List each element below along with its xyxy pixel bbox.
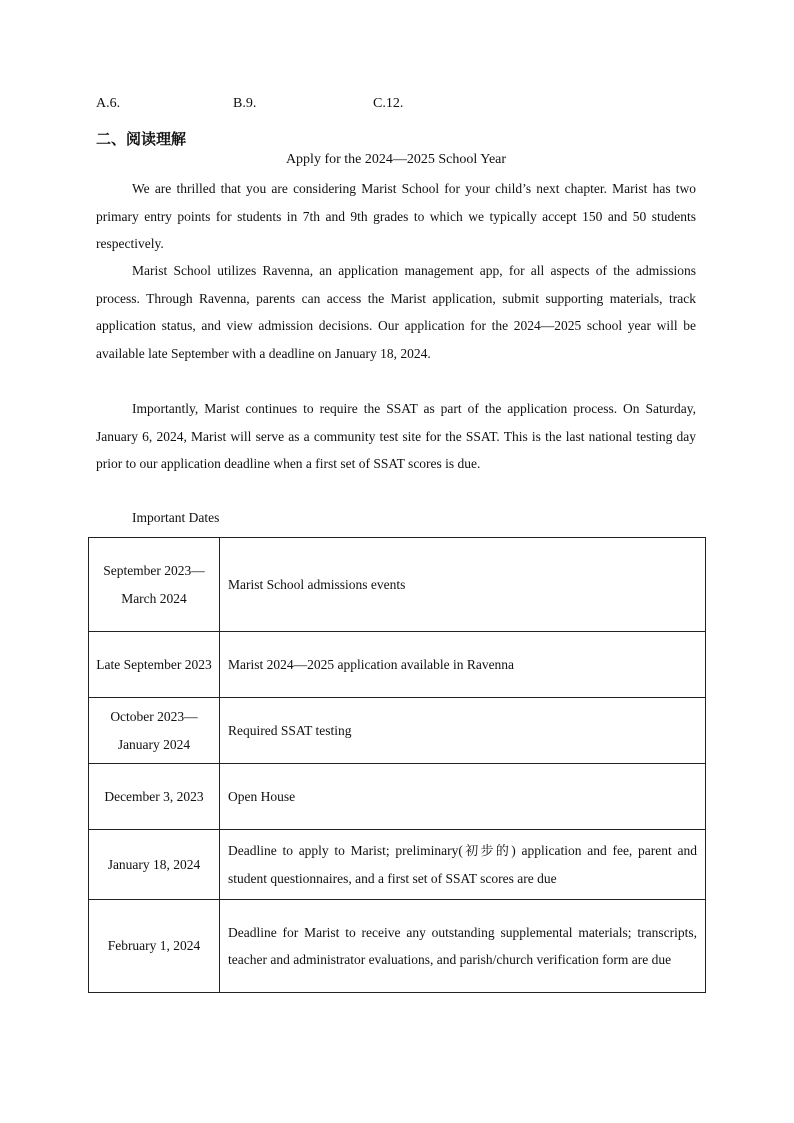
- date-cell: January 18, 2024: [89, 830, 220, 900]
- section-heading: 二、阅读理解: [96, 130, 187, 148]
- date-cell: Late September 2023: [89, 632, 220, 698]
- table-row: [89, 632, 706, 698]
- option-b: B.9.: [233, 96, 257, 111]
- paragraph-2: Marist School utilizes Ravenna, an application management app, for all aspects of the admissions process. Through Ravenna, parents can access the Marist application, submit supporting materials, track application status, and view admission decisions. Our application for the 2024—2025 school year will be available late September with a deadline on January 18, 2024.: [96, 263, 696, 362]
- option-c: C.12.: [373, 96, 404, 111]
- date-cell: September 2023—March 2024: [89, 538, 220, 632]
- date-cell: February 1, 2024: [89, 900, 220, 993]
- important-dates-table: [88, 537, 706, 993]
- event-cell: Deadline for Marist to receive any outstanding supplemental materials; transcripts, teacher and administrator evaluations, and parish/church verification form are due: [220, 900, 706, 993]
- event-text-post: ) application and fee, parent and student questionnaires, and a first set of SSAT scores are due: [228, 842, 697, 886]
- table-row: [89, 830, 706, 900]
- event-cell: Marist School admissions events: [220, 538, 706, 632]
- event-text-pre: Deadline to apply to Marist; preliminary(: [228, 842, 463, 858]
- answer-options: [96, 96, 696, 116]
- table-row: [89, 764, 706, 830]
- paragraph-1: We are thrilled that you are considering Marist School for your child’s next chapter. Marist has two primary entry points for students in 7th and 9th grades to which we typically accept 150 and 50 students respectively.: [96, 181, 696, 252]
- paragraph-3: Importantly, Marist continues to require the SSAT as part of the application process. On Saturday, January 6, 2024, Marist will serve as a community test site for the SSAT. This is the last national testing day prior to our application deadline when a first set of SSAT scores is due.: [96, 401, 696, 472]
- event-cell: [220, 830, 706, 900]
- option-a: A.6.: [96, 96, 121, 111]
- date-cell: December 3, 2023: [89, 764, 220, 830]
- event-cell: Required SSAT testing: [220, 698, 706, 764]
- table-row: [89, 900, 706, 993]
- event-gloss-cjk: 初步的: [462, 843, 512, 859]
- table-row: [89, 538, 706, 632]
- event-cell: Marist 2024—2025 application available in Ravenna: [220, 632, 706, 698]
- table-row: [89, 698, 706, 764]
- passage-title: Apply for the 2024—2025 School Year: [285, 152, 507, 167]
- event-cell: Open House: [220, 764, 706, 830]
- date-cell: October 2023—January 2024: [89, 698, 220, 764]
- important-dates-label: Important Dates: [132, 510, 220, 525]
